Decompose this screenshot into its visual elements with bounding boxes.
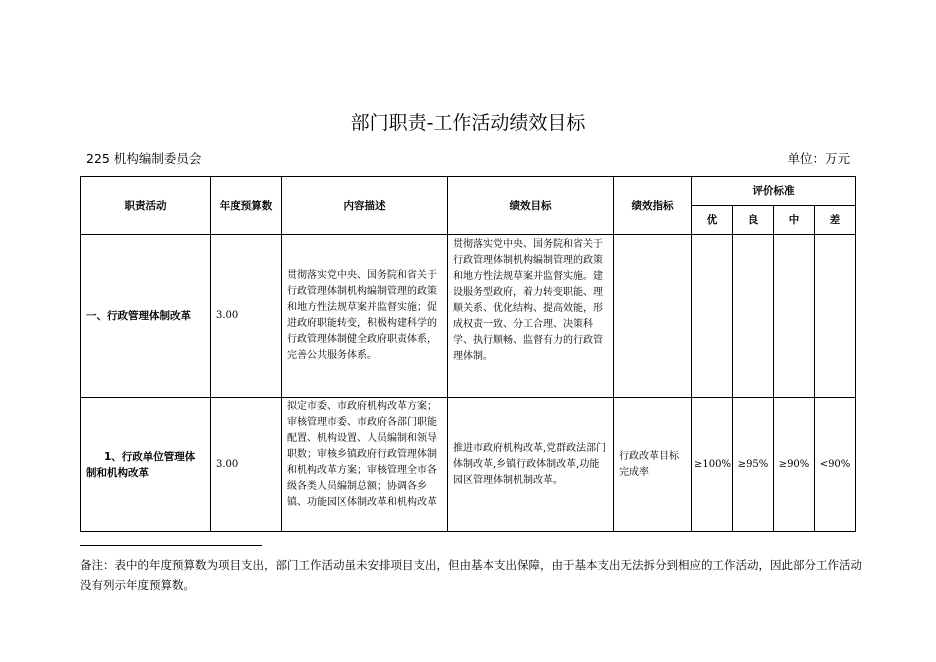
- fair-cell: [774, 235, 815, 398]
- description-cell: [282, 398, 448, 532]
- description-cell: 贯彻落实党中央、国务院和省关于行政管理体制机构编制管理的政策和地方性法规草案并监督实施；促进政府职能转变，积极构建科学的行政管理体制健全政府职责体系，完善公共服务体系。: [282, 235, 448, 398]
- indicator-cell: [614, 235, 692, 398]
- header-good: 良: [733, 206, 774, 235]
- header-criteria: 评价标准: [692, 177, 856, 206]
- activity-cell: 1、行政单位管理体制和机构改革: [81, 398, 211, 532]
- indicator-cell: 行政改革目标完成率: [614, 398, 692, 532]
- activity-cell: 一、行政管理体制改革: [81, 235, 211, 398]
- good-cell: [733, 235, 774, 398]
- header-indicator: 绩效指标: [614, 177, 692, 235]
- description-text: 拟定市委、市政府机构改革方案；审核管理市委、市政府各部门职能配置、机构设置、人员编制和领导职数；审核乡镇政府行政管理体制和机构改革方案；审核管理全市各级各类人员编制总额；协调各乡镇、功能园区体制改革和机构改革: [287, 401, 437, 508]
- table-row: [81, 398, 856, 532]
- header-activity: 职责活动: [81, 177, 211, 235]
- poor-cell: [815, 235, 856, 398]
- performance-table: [80, 176, 856, 532]
- budget-cell: 3.00: [211, 235, 282, 398]
- budget-cell: 3.00: [211, 398, 282, 532]
- header-poor: 差: [815, 206, 856, 235]
- excellent-cell: [692, 235, 733, 398]
- fair-cell: ≥90%: [774, 398, 815, 532]
- footnote-divider: [80, 545, 262, 546]
- good-cell: ≥95%: [733, 398, 774, 532]
- unit-label: 单位：万元: [787, 151, 850, 166]
- poor-cell: <90%: [815, 398, 856, 532]
- header-goal: 绩效目标: [448, 177, 614, 235]
- goal-cell: 贯彻落实党中央、国务院和省关于行政管理体制机构编制管理的政策和地方性法规草案并监督实施。建设服务型政府，着力转变职能、理顺关系、优化结构、提高效能，形成权责一致、分工合理、决策科学、执行顺畅、监督有力的行政管理体制。: [448, 235, 614, 398]
- page-title: 部门职责-工作活动绩效目标: [350, 112, 586, 134]
- header-fair: 中: [774, 206, 815, 235]
- header-budget: 年度预算数: [211, 177, 282, 235]
- excellent-cell: ≥100%: [692, 398, 733, 532]
- organization-name: 225 机构编制委员会: [86, 151, 202, 166]
- footnote: 备注：表中的年度预算数为项目支出，部门工作活动虽未安排项目支出，但由基本支出保障，由于基本支出无法拆分到相应的工作活动，因此部分工作活动没有列示年度预算数。: [80, 558, 862, 592]
- goal-cell: 推进市政府机构改革,党群政法部门体制改革,乡镇行政体制改革,功能园区管理体制机制改革。: [448, 398, 614, 532]
- table-row: [81, 235, 856, 398]
- header-excellent: 优: [692, 206, 733, 235]
- header-description: 内容描述: [282, 177, 448, 235]
